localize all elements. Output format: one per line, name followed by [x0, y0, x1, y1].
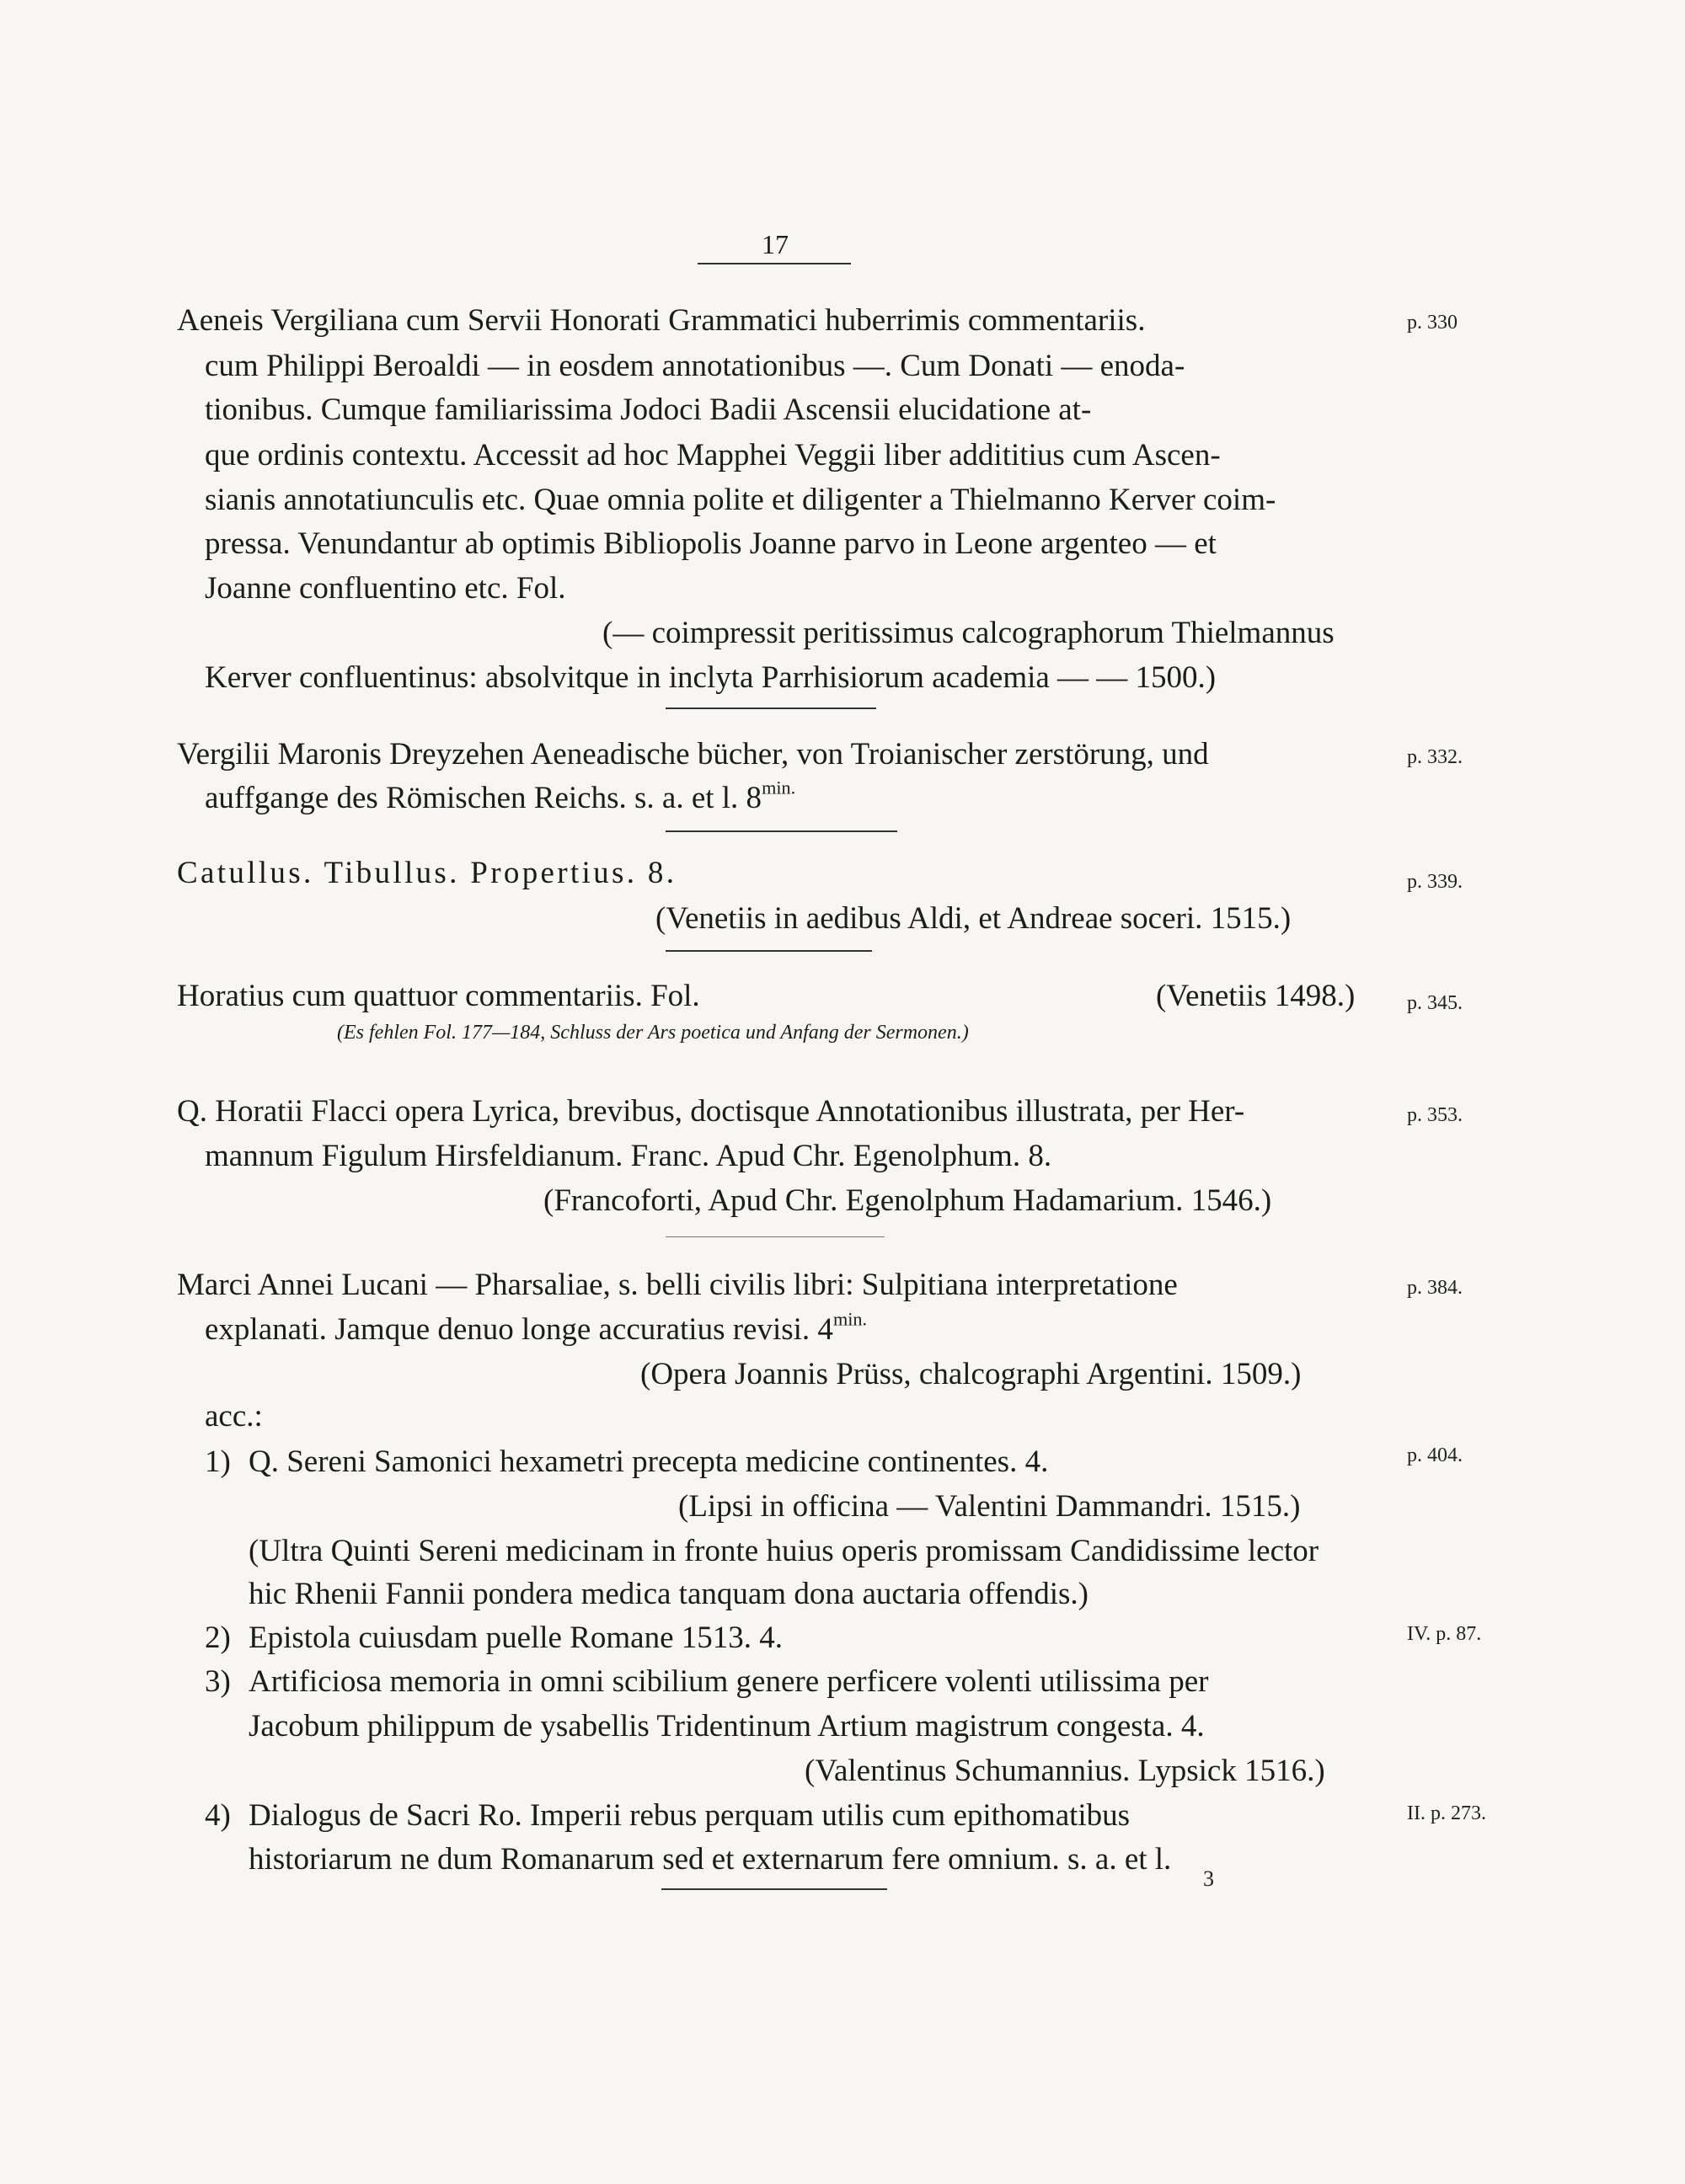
reference: p. 339.	[1407, 871, 1463, 893]
reference: p. 330	[1407, 312, 1458, 334]
reference: p. 404.	[1407, 1444, 1463, 1466]
entry-line: Q. Sereni Samonici hexametri precepta medicine continentes. 4.	[249, 1444, 1049, 1479]
separator-rule	[661, 1888, 887, 1890]
separator-rule	[666, 830, 897, 832]
entry-line: Vergilii Maronis Dreyzehen Aeneadische bücher, von Troianischer zerstörung, und	[177, 737, 1209, 772]
reference: p. 384.	[1407, 1277, 1463, 1299]
entry-line	[205, 773, 795, 824]
entry-line	[205, 1305, 867, 1355]
entry-imprint: (Venetiis in aedibus Aldi, et Andreae soceri. 1515.)	[655, 901, 1292, 936]
entry-line: Aeneis Vergiliana cum Servii Honorati Grammatici huberrimis commentariis.	[177, 303, 1146, 338]
signature-mark: 3	[1203, 1866, 1214, 1891]
entry-imprint: (Francoforti, Apud Chr. Egenolphum Hadamarium. 1546.)	[543, 1183, 1272, 1218]
entry-line: Catullus. Tibullus. Propertius. 8.	[177, 856, 677, 890]
entry-text: explanati. Jamque denuo longe accuratius revisi. 4	[205, 1312, 833, 1347]
reference: IV. p. 87.	[1407, 1623, 1482, 1645]
entry-imprint: (Lipsi in officina — Valentini Dammandri. 1515.)	[678, 1489, 1301, 1524]
entry-line: sianis annotatiunculis etc. Quae omnia polite et diligenter a Thielmanno Kerver coim-	[205, 483, 1276, 517]
entry-line: tionibus. Cumque familiarissima Jodoci Badii Ascensii elucidatione at-	[205, 392, 1092, 427]
entry-title: Horatius cum quattuor commentariis. Fol.	[177, 979, 700, 1013]
entry-line: Artificiosa memoria in omni scibilium genere perficere volenti utilissima per	[249, 1664, 1209, 1699]
item-number: 2)	[205, 1621, 231, 1655]
separator-rule	[666, 950, 872, 952]
entry-line: (— coimpressit peritissimus calcographorum Thielmannus	[602, 616, 1335, 650]
reference: p. 353.	[1407, 1104, 1463, 1126]
format-superscript: min.	[832, 1308, 868, 1330]
entry-line: historiarum ne dum Romanarum sed et externarum fere omnium. s. a. et l.	[249, 1842, 1172, 1877]
item-number: 1)	[205, 1444, 231, 1479]
format-superscript: min.	[762, 777, 796, 798]
entry-line: Jacobum philippum de ysabellis Tridentinum Artium magistrum congesta. 4.	[249, 1709, 1205, 1743]
entry-line: Dialogus de Sacri Ro. Imperii rebus perquam utilis cum epithomatibus	[249, 1798, 1131, 1833]
page-number-rule	[698, 263, 851, 264]
entry-line: mannum Figulum Hirsfeldianum. Franc. Apud Chr. Egenolphum. 8.	[205, 1139, 1052, 1173]
entry-imprint: (Valentinus Schumannius. Lypsick 1516.)	[805, 1754, 1325, 1788]
accompanying-label: acc.:	[205, 1399, 263, 1434]
item-number: 4)	[205, 1798, 231, 1833]
entry-imprint: (Opera Joannis Prüss, chalcographi Argentini. 1509.)	[640, 1357, 1302, 1391]
entry-text: auffgange des Römischen Reichs. s. a. et l. 8	[205, 781, 762, 815]
entry-line: Q. Horatii Flacci opera Lyrica, brevibus, doctisque Annotationibus illustrata, per Her-	[177, 1094, 1245, 1129]
entry-line: Marci Annei Lucani — Pharsaliae, s. belli civilis libri: Sulpitiana interpretatione	[177, 1268, 1178, 1302]
separator-rule	[666, 1236, 885, 1237]
reference: p. 332.	[1407, 746, 1463, 768]
entry-line: Epistola cuiusdam puelle Romane 1513. 4.	[249, 1621, 784, 1655]
entry-line: hic Rhenii Fannii pondera medica tanquam dona auctaria offendis.)	[249, 1577, 1089, 1611]
entry-line: (Ultra Quinti Sereni medicinam in fronte huius operis promissam Candidissime lector	[249, 1534, 1319, 1568]
entry-line: que ordinis contextu. Accessit ad hoc Mapphei Veggii liber addititius cum Ascen-	[205, 438, 1221, 473]
page-number: 17	[762, 229, 789, 259]
separator-rule	[666, 708, 876, 709]
entry-line: pressa. Venundantur ab optimis Bibliopolis Joanne parvo in Leone argenteo — et	[205, 526, 1217, 561]
reference: II. p. 273.	[1407, 1802, 1486, 1824]
reference: p. 345.	[1407, 992, 1463, 1014]
entry-line: cum Philippi Beroaldi — in eosdem annotationibus —. Cum Donati — enoda-	[205, 349, 1185, 383]
entry-line: Joanne confluentino etc. Fol.	[205, 571, 566, 606]
entry-imprint: (Venetiis 1498.)	[1156, 979, 1356, 1013]
item-number: 3)	[205, 1664, 231, 1699]
entry-note: (Es fehlen Fol. 177—184, Schluss der Ars poetica und Anfang der Sermonen.)	[337, 1022, 969, 1044]
entry-line: Kerver confluentinus: absolvitque in inclyta Parrhisiorum academia — — 1500.)	[205, 660, 1217, 695]
